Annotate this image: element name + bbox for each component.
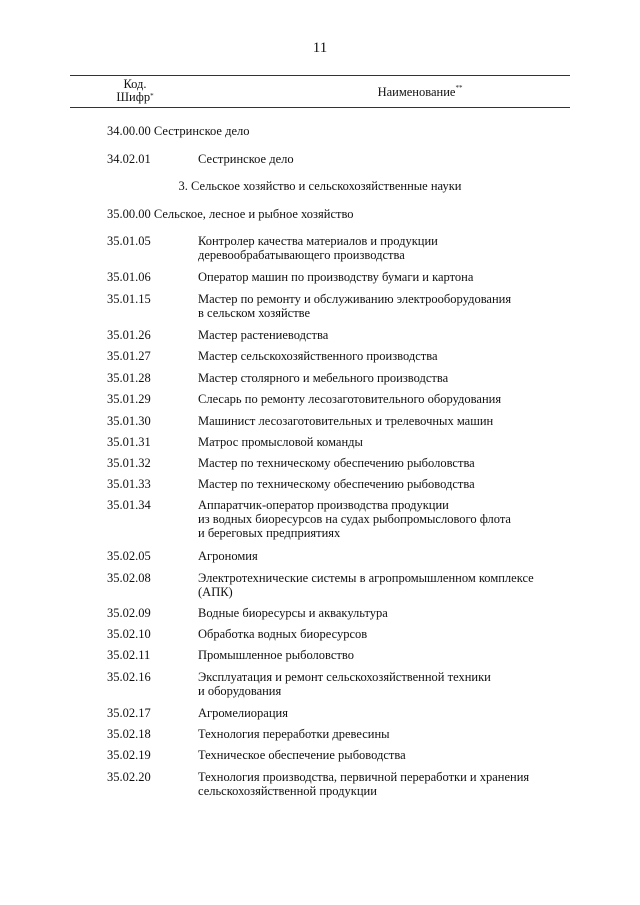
row-code: 35.01.31 (107, 435, 151, 449)
section-title: 3. Сельское хозяйство и сельскохозяйственные науки (178, 179, 462, 193)
page-number: 11 (312, 40, 328, 56)
row-name: Машинист лесозаготовительных и трелевочных машин (198, 414, 494, 428)
row-code: 35.01.15 (107, 292, 151, 306)
row-code: 35.02.08 (107, 571, 151, 585)
row-name: Мастер по техническому обеспечению рыбоводства (198, 477, 475, 491)
header-name-column (270, 85, 570, 100)
row-code: 35.02.05 (107, 549, 151, 563)
row-name: Аппаратчик-оператор производства продукции из водных биоресурсов на судах рыбопромыслового флота и береговых предприятиях (198, 498, 511, 540)
row-name: Слесарь по ремонту лесозаготовительного оборудования (198, 392, 502, 406)
row-name: Мастер сельскохозяйственного производства (198, 349, 438, 363)
row-name: Сестринское дело (198, 152, 294, 166)
row-code: 35.01.05 (107, 234, 151, 248)
group-heading: 35.00.00 Сельское, лесное и рыбное хозяйство (107, 207, 354, 221)
row-name: Мастер по техническому обеспечению рыболовства (198, 456, 475, 470)
row-code: 35.01.29 (107, 392, 151, 406)
row-name: Оператор машин по производству бумаги и картона (198, 270, 474, 284)
header-name-label: Наименование (377, 85, 456, 99)
table-header (70, 75, 570, 108)
row-code: 35.02.09 (107, 606, 151, 620)
row-code: 35.01.28 (107, 371, 151, 385)
row-code: 35.01.30 (107, 414, 151, 428)
row-name: Эксплуатация и ремонт сельскохозяйственной техники и оборудования (198, 670, 491, 698)
header-code-column (70, 78, 200, 104)
row-code: 35.01.26 (107, 328, 151, 342)
row-name: Мастер столярного и мебельного производства (198, 371, 449, 385)
row-name: Мастер растениеводства (198, 328, 329, 342)
row-name: Мастер по ремонту и обслуживанию электрооборудования в сельском хозяйстве (198, 292, 512, 320)
row-code: 34.02.01 (107, 152, 151, 166)
footnote-mark: ** (455, 84, 463, 92)
row-code: 35.01.33 (107, 477, 151, 491)
row-name: Электротехнические системы в агропромышленном комплексе (АПК) (198, 571, 534, 599)
row-name: Агрономия (198, 549, 258, 563)
row-code: 35.01.27 (107, 349, 151, 363)
row-code: 35.02.10 (107, 627, 151, 641)
row-name: Водные биоресурсы и аквакультура (198, 606, 388, 620)
row-code: 35.02.19 (107, 748, 151, 762)
row-code: 35.02.18 (107, 727, 151, 741)
group-heading: 34.00.00 Сестринское дело (107, 124, 250, 138)
row-code: 35.02.17 (107, 706, 151, 720)
row-name: Технология переработки древесины (198, 727, 390, 741)
row-name: Агромелиорация (198, 706, 288, 720)
row-code: 35.01.32 (107, 456, 151, 470)
row-code: 35.02.11 (107, 648, 151, 662)
row-code: 35.02.16 (107, 670, 151, 684)
row-code: 35.01.34 (107, 498, 151, 512)
row-name: Обработка водных биоресурсов (198, 627, 368, 641)
footnote-mark: * (150, 92, 154, 100)
header-cipher-label: Шифр* (116, 90, 154, 104)
row-code: 35.01.06 (107, 270, 151, 284)
row-name: Контролер качества материалов и продукции деревообрабатывающего производства (198, 234, 438, 262)
row-code: 35.02.20 (107, 770, 151, 784)
row-name: Техническое обеспечение рыбоводства (198, 748, 406, 762)
row-name: Промышленное рыболовство (198, 648, 354, 662)
row-name: Технология производства, первичной переработки и хранения сельскохозяйственной продукции (198, 770, 530, 798)
row-name: Матрос промысловой команды (198, 435, 363, 449)
header-code-label: Код. (123, 77, 147, 91)
